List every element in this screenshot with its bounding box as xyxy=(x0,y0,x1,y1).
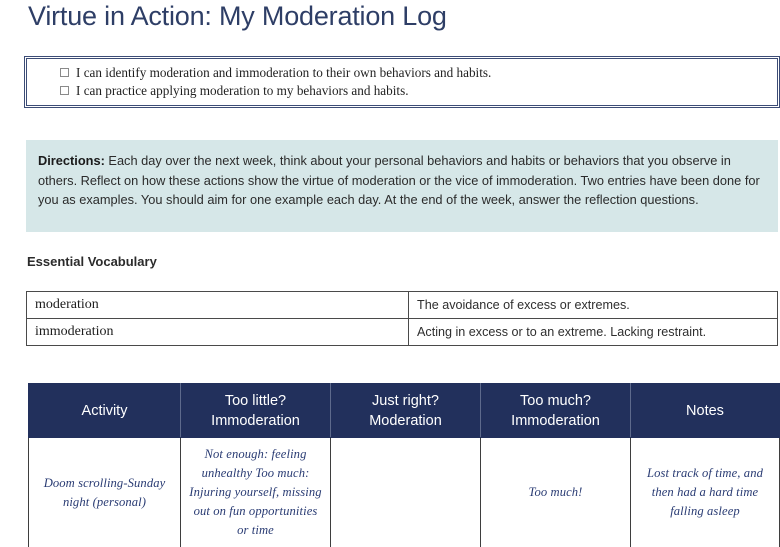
log-table-header-row xyxy=(29,384,780,438)
objective-item-1[interactable] xyxy=(27,64,777,82)
table-row xyxy=(27,292,778,319)
checkbox-icon[interactable] xyxy=(60,86,69,95)
column-header-just-right xyxy=(331,384,481,438)
column-header-too-much xyxy=(481,384,631,438)
directions-box xyxy=(26,140,778,232)
objective-label: I can identify moderation and immoderation to their own behaviors and habits. xyxy=(76,65,492,80)
vocabulary-heading: Essential Vocabulary xyxy=(27,254,157,269)
directions-body: Each day over the next week, think about your personal behaviors and habits or behaviors that you observe in others. Reflect on how these actions show the virtue of moderation or the vice of immoderation. Two entries have been done for you as examples. You should aim for one example each day. At the end of the week, answer the reflection questions. xyxy=(38,153,760,208)
moderation-log-table xyxy=(28,383,780,547)
checkbox-icon[interactable] xyxy=(60,68,69,77)
directions-paragraph xyxy=(38,151,764,210)
vocabulary-term: moderation xyxy=(27,292,409,319)
vocabulary-table xyxy=(26,291,778,346)
cell-too-little[interactable]: Not enough: feeling unhealthy Too much: Injuring yourself, missing out on fun opportunities or time xyxy=(181,438,331,547)
cell-just-right[interactable] xyxy=(331,438,481,547)
objective-label: I can practice applying moderation to my behaviors and habits. xyxy=(76,83,409,98)
page-title: Virtue in Action: My Moderation Log xyxy=(28,1,447,31)
directions-label: Directions: xyxy=(38,153,105,168)
column-header-too-little xyxy=(181,384,331,438)
header-line-1: Too little? xyxy=(224,392,287,409)
objective-item-2[interactable] xyxy=(27,82,777,100)
header-line-2: Immoderation xyxy=(511,412,600,429)
header-line-2: Immoderation xyxy=(211,412,300,429)
vocabulary-definition: The avoidance of excess or extremes. xyxy=(409,292,778,319)
cell-too-much[interactable]: Too much! xyxy=(481,438,631,547)
header-line-2: Moderation xyxy=(369,412,442,429)
cell-activity[interactable]: Doom scrolling-Sunday night (personal) xyxy=(29,438,181,547)
learning-objectives-box xyxy=(26,58,778,106)
cell-notes[interactable]: Lost track of time, and then had a hard time falling asleep xyxy=(631,438,780,547)
vocabulary-definition: Acting in excess or to an extreme. Lacking restraint. xyxy=(409,319,778,346)
vocabulary-term: immoderation xyxy=(27,319,409,346)
table-row xyxy=(27,319,778,346)
header-line-1: Notes xyxy=(686,402,724,419)
table-row[interactable] xyxy=(29,438,780,547)
header-line-1: Just right? xyxy=(372,392,439,409)
header-line-1: Too much? xyxy=(520,392,591,409)
header-line-1: Activity xyxy=(81,402,128,419)
column-header-notes xyxy=(631,384,780,438)
column-header-activity xyxy=(29,384,181,438)
